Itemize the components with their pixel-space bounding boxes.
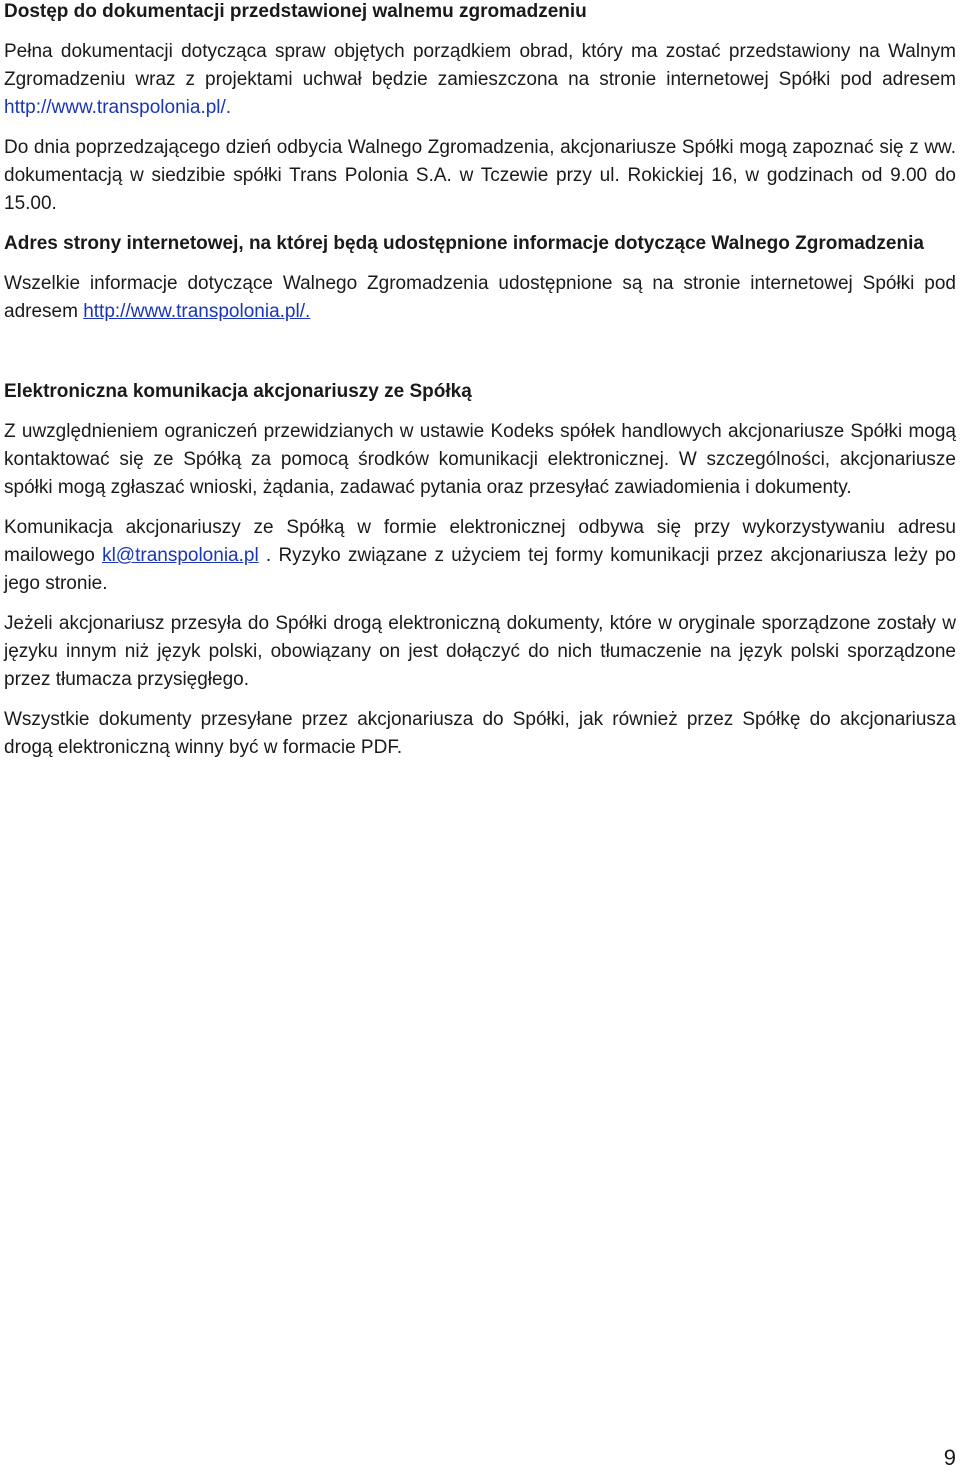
paragraph-translation-requirement: Jeżeli akcjonariusz przesyła do Spółki drogą elektroniczną dokumenty, które w oryginale sporządzone zostały w języku innym niż język polski, obowiązany on jest dołączyć do nich tłumaczenie na język polski sporządzone przez tłumacza przysięgłego.	[4, 613, 956, 690]
paragraph-text: Pełna dokumentacji dotycząca spraw objętych porządkiem obrad, który ma zostać przedstawiony na Walnym Zgromadzeniu wraz z projektami uchwał będzie zamieszczona na stronie internetowej Spółki pod adresem	[4, 41, 956, 90]
paragraph-email-communication	[4, 514, 956, 598]
section-heading-website-address: Adres strony internetowej, na której będą udostępnione informacje dotyczące Walnego Zgromadzenia	[4, 233, 924, 254]
section-heading-electronic-communication: Elektroniczna komunikacja akcjonariuszy ze Spółką	[4, 381, 472, 402]
paragraph-pdf-format: Wszystkie dokumenty przesyłane przez akcjonariusza do Spółki, jak również przez Spółkę do akcjonariusza drogą elektroniczną winny być w formacie PDF.	[4, 709, 956, 758]
page-number: 9	[943, 1445, 956, 1470]
paragraph-communication-rights: Z uwzględnieniem ograniczeń przewidzianych w ustawie Kodeks spółek handlowych akcjonariusze Spółki mogą kontaktować się ze Spółką za pomocą środków komunikacji elektronicznej. W szczególności, akcjonariusze spółki mogą zgłaszać wnioski, żądania, zadawać pytania oraz przesyłać zawiadomienia i dokumenty.	[4, 421, 956, 498]
website-link[interactable]: http://www.transpolonia.pl/.	[83, 301, 311, 322]
website-link[interactable]: http://www.transpolonia.pl/.	[4, 97, 232, 118]
email-link[interactable]: kl@transpolonia.pl	[102, 545, 259, 566]
paragraph-website-info	[4, 270, 956, 326]
paragraph-text: Komunikacja akcjonariuszy ze Spółką w formie elektronicznej odbywa się przy wykorzystywaniu adresu mailowego	[4, 517, 956, 566]
paragraph-documentation-online	[4, 38, 956, 122]
paragraph-text: Wszelkie informacje dotyczące Walnego Zgromadzenia udostępnione są na stronie internetowej Spółki pod adresem	[4, 273, 956, 322]
section-heading-documentation-access: Dostęp do dokumentacji przedstawionej walnemu zgromadzeniu	[4, 1, 587, 22]
paragraph-documentation-at-seat: Do dnia poprzedzającego dzień odbycia Walnego Zgromadzenia, akcjonariusze Spółki mogą zapoznać się z ww. dokumentacją w siedzibie spółki Trans Polonia S.A. w Tczewie przy ul. Rokickiej 16, w godzinach od 9.00 do 15.00.	[4, 137, 956, 214]
document-page	[4, 0, 956, 762]
paragraph-text: . Ryzyko związane z użyciem tej formy komunikacji przez akcjonariusza leży po jego stronie.	[4, 545, 956, 594]
